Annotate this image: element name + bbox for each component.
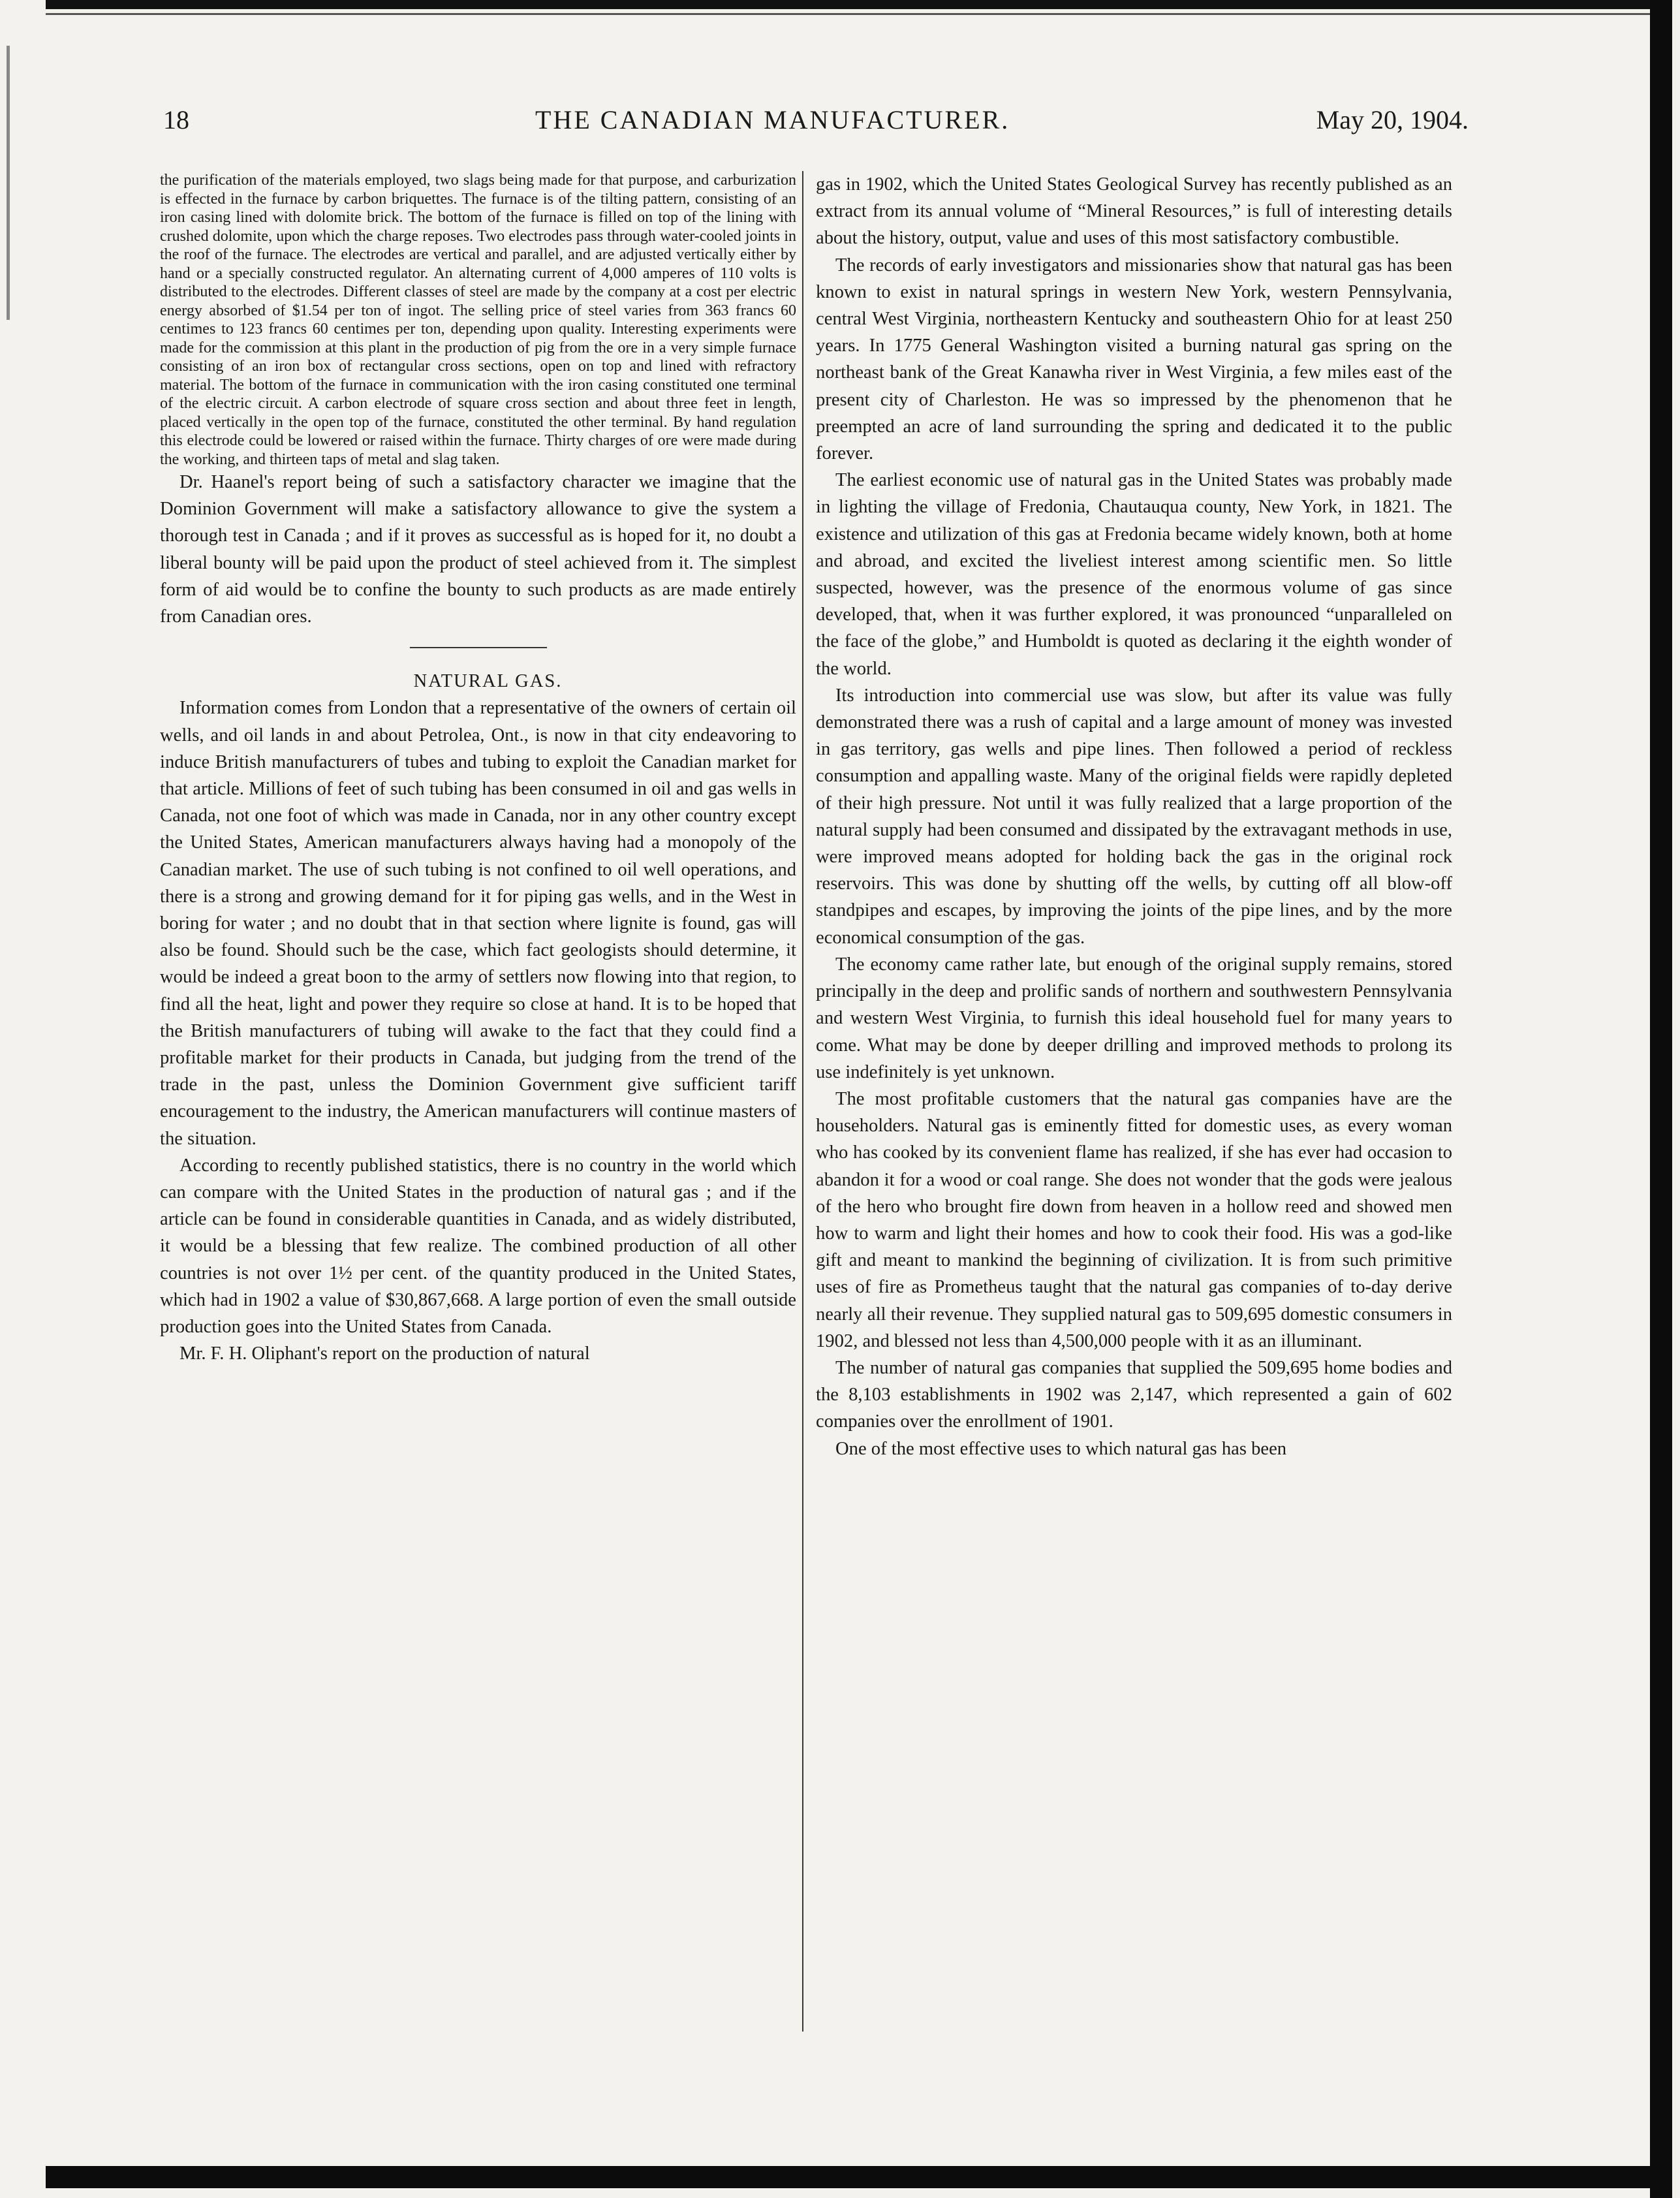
page-number: 18 xyxy=(163,105,189,134)
top-thin-rule xyxy=(46,13,1651,15)
column-divider xyxy=(802,171,803,2032)
paragraph: Dr. Haanel's report being of such a satisfactory character we imagine that the Dominion Government will make a satisfactory allowance to give the system a thorough test in Canada ; and if it proves as successful as is hoped for it, no doubt a liberal bounty will be paid upon the product of steel achieved from it. The simplest form of aid would be to confine the bounty to such products as are made entirely from Canadian ores. xyxy=(160,472,796,627)
paragraph: Its introduction into commercial use was slow, but after its value was fully demonstrated there was a rush of capital and a large amount of money was invested in gas territory, gas wells and pipe lines. Then followed a period of reckless consumption and appalling waste. Many of the original fields were rapidly depleted of their high pressure. Not until it was fully realized that a large proportion of the natural supply had been consumed and dissipated by the extravagant methods in use, were improved means adopted for holding back the gas in the original rock reservoirs. This was done by shutting off the wells, by cutting off all blow-off standpipes and escapes, by improving the joints of the pipe lines, and by the more economical consumption of the gas. xyxy=(816,685,1452,948)
left-scan-mark xyxy=(7,46,10,320)
paragraph: The economy came rather late, but enough of the original supply remains, stored principally in the deep and prolific sands of northern and southwestern Pennsylvania and western West Virginia, to furnish this ideal household fuel for many years to come. What may be done by deeper drilling and improved methods to prolong its use indefinitely is yet unknown. xyxy=(816,954,1452,1082)
paragraph: gas in 1902, which the United States Geological Survey has recently published as an extract from its annual volume of “Mineral Resources,” is full of interesting details about the history, output, value and uses of this most satisfactory combustible. xyxy=(816,174,1452,249)
section-heading: NATURAL GAS. xyxy=(413,671,563,692)
issue-date: May 20, 1904. xyxy=(1316,105,1469,134)
paragraph: One of the most effective uses to which natural gas has been xyxy=(835,1438,1287,1459)
paragraph: Information comes from London that a representative of the owners of certain oil wells, and oil lands in and about Petrolea, Ont., is now in that city endeavoring to induce British manufacturers of tubes and tubing to exploit the Canadian market for that article. Millions of feet of such tubing has been consumed in oil and gas wells in Canada, not one foot of which was made in Canada, nor in any other country except the United States, American manufacturers always having had a monopoly of the Canadian market. The use of such tubing is not confined to oil well operations, and there is a strong and growing demand for it for piping gas wells, and in the West in boring for water ; and no doubt that in that section where lignite is found, gas will also be found. Should such be the case, which fact geologists should determine, it would be indeed a great boon to the army of settlers now flowing into that region, to find all the heat, light and power they require so close at hand. It is to be hoped that the British manufacturers of tubing will awake to the fact that they could find a profitable market for their products in Canada, but judging from the trend of the trade in the past, unless the Dominion Government give sufficient tariff encouragement to the industry, the American manufacturers will continue masters of the situation. xyxy=(160,698,796,1149)
top-border-rule xyxy=(46,0,1651,9)
right-scan-edge xyxy=(1650,0,1672,2198)
paragraph: According to recently published statistics, there is no country in the world which can compare with the United States in the production of natural gas ; and if the article can be found in considerable quantities in Canada, and as widely distributed, it would be a blessing that few realize. The combined production of all other countries is not over 1½ per cent. of the quantity produced in the United States, which had in 1902 a value of $30,867,668. A large portion of even the small outside production goes into the United States from Canada. xyxy=(160,1155,796,1338)
paragraph: The most profitable customers that the natural gas companies have are the householders. Natural gas is eminently fitted for domestic uses, as every woman who has cooked by its convenient flame has realized, if she has ever had occasion to abandon it for a wood or coal range. She does not wonder that the gods were jealous of the hero who brought fire down from heaven in a hollow reed and showed men how to warm and light their homes and how to cook their food. His was a god-like gift and meant to mankind the beginning of civilization. It is from such primitive uses of fire as Prometheus taught that the natural gas companies of to-day derive nearly all their revenue. They supplied natural gas to 509,695 domestic consumers in 1902, and blessed not less than 4,500,000 people with it as an illuminant. xyxy=(816,1088,1452,1351)
paragraph: The earliest economic use of natural gas in the United States was probably made in lighting the village of Fredonia, Chautauqua county, New York, in 1821. The existence and utilization of this gas at Fredonia became widely known, both at home and abroad, and excited the liveliest interest among scientific men. So little suspected, however, was the presence of the enormous volume of gas since developed, that, when it was further explored, it was pronounced “unparalleled on the face of the globe,” and Humboldt is quoted as declaring it the eighth wonder of the world. xyxy=(816,470,1452,679)
journal-title: THE CANADIAN MANUFACTURER. xyxy=(535,105,1010,134)
page-header xyxy=(163,104,1469,144)
paragraph: The number of natural gas companies that supplied the 509,695 home bodies and the 8,103 establishments in 1902 was 2,147, which represented a gain of 602 companies over the enrollment of 1901. xyxy=(816,1357,1452,1432)
paragraph: the purification of the materials employed, two slags being made for that purpose, and carburization is effected in the furnace by carbon briquettes. The furnace is of the tilting pattern, consisting of an iron casing lined with dolomite brick. The bottom of the furnace is filled on top of the lining with crushed dolomite, upon which the charge reposes. Two electrodes pass through water-cooled joints in the roof of the furnace. The electrodes are vertical and parallel, and are adjusted vertically either by hand or a specially constructed regulator. An alternating current of 4,000 amperes of 110 volts is distributed to the electrodes. Different classes of steel are made by the company at a cost per electric energy absorbed of $1.54 per ton of ingot. The selling price of steel varies from 363 francs 60 centimes to 123 francs 60 centimes per ton, depending upon quality. Interesting experiments were made for the commission at this plant in the production of pig from the ore in a very simple furnace consisting of an iron box of rectangular cross sections, open on top and lined with refractory material. The bottom of the furnace in communication with the iron casing constituted one terminal of the electric circuit. A carbon electrode of square cross section and about three feet in length, placed vertically in the open top of the furnace, constituted the other terminal. By hand regulation this electrode could be lowered or raised within the furnace. Thirty charges of ore were made during the working, and thirteen taps of metal and slag taken. xyxy=(160,172,796,468)
right-column xyxy=(816,171,1452,1462)
paragraph: The records of early investigators and missionaries show that natural gas has been known to exist in natural springs in western New York, western Pennsylvania, central West Virginia, northeastern Kentucky and southeastern Ohio for at least 250 years. In 1775 General Washington visited a burning natural gas spring on the northeast bank of the Great Kanawha river in West Virginia, a few miles east of the present city of Charleston. He was so impressed by the phenomenon that he preempted an acre of land surrounding the spring and dedicated it to the public forever. xyxy=(816,255,1452,464)
section-separator xyxy=(410,647,547,648)
left-column xyxy=(160,171,796,1368)
bottom-scan-edge xyxy=(46,2166,1651,2188)
paragraph: Mr. F. H. Oliphant's report on the production of natural xyxy=(179,1343,590,1364)
